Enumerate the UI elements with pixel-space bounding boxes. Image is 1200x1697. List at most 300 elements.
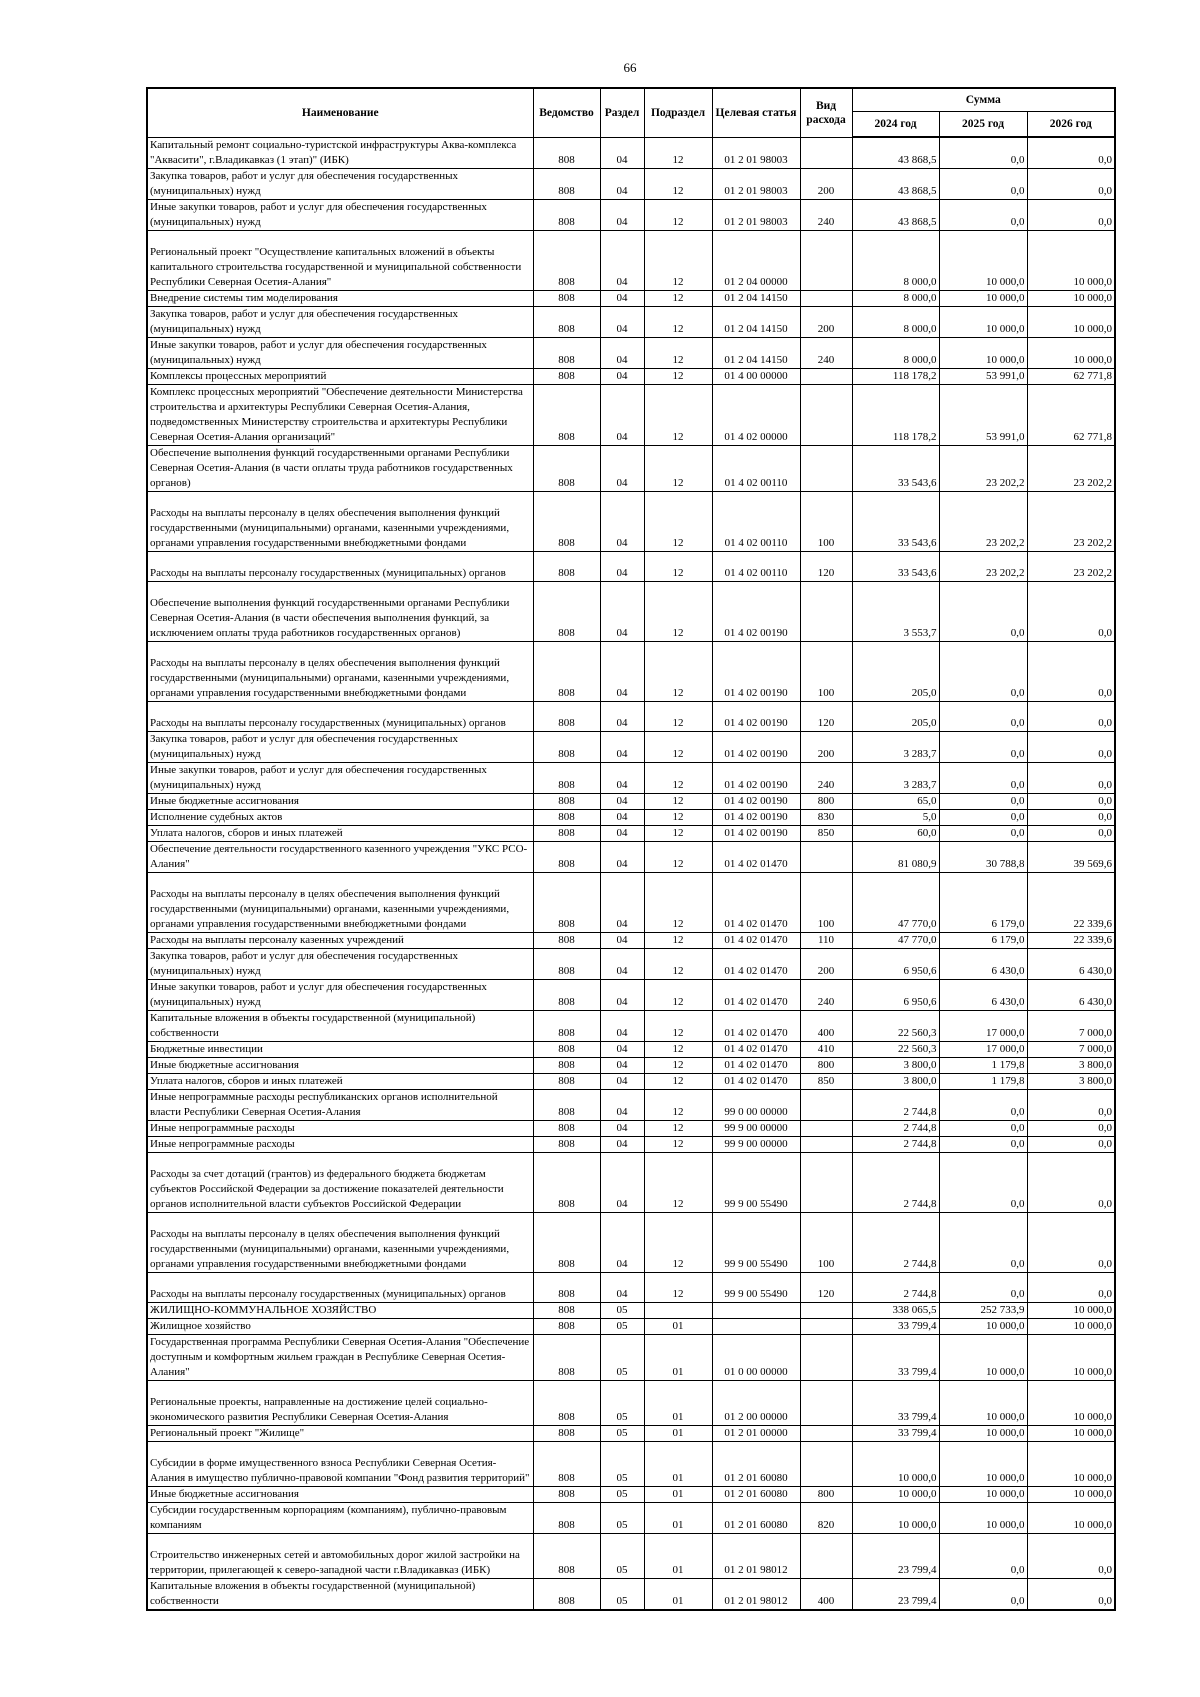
cell-sum-2026: 0,0 [1027,1136,1115,1152]
cell-sum-2026: 62 771,8 [1027,384,1115,445]
cell-section: 04 [600,368,644,384]
cell-section: 05 [600,1486,644,1502]
cell-sum-2024: 81 080,9 [852,841,939,872]
table-row [147,1073,1115,1089]
table-row [147,1152,1115,1212]
cell-section: 04 [600,384,644,445]
cell-sum-2024: 43 868,5 [852,168,939,199]
cell-target-article: 01 2 04 00000 [712,230,800,290]
cell-sum-2026: 10 000,0 [1027,1318,1115,1334]
cell-sum-2024: 10 000,0 [852,1441,939,1486]
cell-sum-2024: 43 868,5 [852,137,939,168]
cell-expense-type [800,384,852,445]
cell-name: Капитальные вложения в объекты государственной (муниципальной) собственности [147,1010,533,1041]
table-row [147,337,1115,368]
table-row [147,872,1115,932]
cell-expense-type [800,841,852,872]
cell-department: 808 [533,1486,600,1502]
cell-sum-2026: 10 000,0 [1027,337,1115,368]
cell-sum-2025: 0,0 [939,809,1027,825]
table-row [147,1318,1115,1334]
cell-subsection: 12 [644,337,712,368]
cell-sum-2024: 5,0 [852,809,939,825]
table-row [147,1057,1115,1073]
cell-sum-2026: 22 339,6 [1027,872,1115,932]
table-row [147,1502,1115,1533]
cell-department: 808 [533,445,600,491]
cell-department: 808 [533,168,600,199]
cell-sum-2026: 0,0 [1027,199,1115,230]
table-row [147,1441,1115,1486]
cell-sum-2026: 0,0 [1027,809,1115,825]
cell-sum-2025: 6 179,0 [939,872,1027,932]
cell-subsection: 12 [644,306,712,337]
cell-subsection: 12 [644,491,712,551]
cell-name: Расходы на выплаты персоналу государственных (муниципальных) органов [147,551,533,581]
cell-sum-2026: 62 771,8 [1027,368,1115,384]
table-row [147,1425,1115,1441]
cell-target-article: 01 2 04 14150 [712,290,800,306]
cell-sum-2026: 0,0 [1027,581,1115,641]
cell-target-article: 01 4 02 01470 [712,979,800,1010]
cell-sum-2025: 1 179,8 [939,1073,1027,1089]
cell-target-article: 01 4 02 01470 [712,1010,800,1041]
cell-section: 04 [600,551,644,581]
cell-section: 05 [600,1302,644,1318]
table-row [147,1136,1115,1152]
cell-expense-type: 200 [800,731,852,762]
cell-department: 808 [533,551,600,581]
header-subsection: Подраздел [644,88,712,137]
cell-name: Расходы за счет дотаций (грантов) из федерального бюджета бюджетам субъектов Российской Федерации за достижение показателей деятельности органов исполнительной власти субъектов Российской Федерации [147,1152,533,1212]
cell-expense-type [800,581,852,641]
cell-sum-2024: 338 065,5 [852,1302,939,1318]
header-year-2025: 2025 год [939,112,1027,138]
cell-section: 04 [600,731,644,762]
cell-target-article: 01 4 02 00000 [712,384,800,445]
cell-sum-2025: 252 733,9 [939,1302,1027,1318]
cell-sum-2026: 0,0 [1027,137,1115,168]
cell-sum-2026: 0,0 [1027,168,1115,199]
cell-target-article: 01 4 02 01470 [712,1057,800,1073]
cell-sum-2024: 10 000,0 [852,1486,939,1502]
cell-name: Региональный проект "Жилище" [147,1425,533,1441]
cell-subsection: 12 [644,825,712,841]
cell-sum-2024: 3 283,7 [852,731,939,762]
cell-department: 808 [533,1318,600,1334]
cell-sum-2025: 10 000,0 [939,337,1027,368]
cell-target-article: 01 4 02 00190 [712,825,800,841]
cell-department: 808 [533,1302,600,1318]
cell-subsection: 12 [644,809,712,825]
cell-name: Иные бюджетные ассигнования [147,793,533,809]
cell-target-article: 01 4 02 00190 [712,809,800,825]
cell-section: 05 [600,1425,644,1441]
cell-sum-2025: 6 179,0 [939,932,1027,948]
cell-section: 04 [600,872,644,932]
cell-target-article: 01 2 01 98012 [712,1578,800,1610]
cell-section: 04 [600,1152,644,1212]
table-row [147,641,1115,701]
cell-sum-2026: 23 202,2 [1027,551,1115,581]
cell-sum-2024: 2 744,8 [852,1136,939,1152]
table-row [147,1334,1115,1380]
cell-section: 05 [600,1533,644,1578]
cell-department: 808 [533,1010,600,1041]
cell-expense-type [800,1302,852,1318]
cell-name: Субсидии в форме имущественного взноса Республики Северная Осетия-Алания в имущество публично-правовой компании "Фонд развития территорий" [147,1441,533,1486]
table-row [147,1302,1115,1318]
cell-sum-2025: 0,0 [939,137,1027,168]
cell-sum-2025: 1 179,8 [939,1057,1027,1073]
cell-subsection: 12 [644,1212,712,1272]
cell-expense-type: 850 [800,1073,852,1089]
cell-target-article: 01 2 04 14150 [712,337,800,368]
cell-target-article [712,1318,800,1334]
cell-section: 05 [600,1502,644,1533]
cell-expense-type: 240 [800,762,852,793]
cell-name: Обеспечение выполнения функций государственными органами Республики Северная Осетия-Алания (в части оплаты труда работников государственных органов) [147,445,533,491]
header-sum: Сумма [852,88,1115,112]
cell-sum-2026: 0,0 [1027,1272,1115,1302]
cell-subsection: 12 [644,230,712,290]
cell-sum-2024: 3 283,7 [852,762,939,793]
cell-sum-2026: 7 000,0 [1027,1041,1115,1057]
table-row [147,841,1115,872]
cell-expense-type [800,1380,852,1425]
cell-sum-2026: 23 202,2 [1027,445,1115,491]
cell-expense-type [800,137,852,168]
cell-expense-type: 410 [800,1041,852,1057]
table-row [147,137,1115,168]
cell-sum-2024: 22 560,3 [852,1041,939,1057]
cell-department: 808 [533,979,600,1010]
cell-sum-2026: 10 000,0 [1027,1334,1115,1380]
cell-section: 04 [600,932,644,948]
cell-name: Иные закупки товаров, работ и услуг для обеспечения государственных (муниципальных) нужд [147,337,533,368]
table-row [147,1533,1115,1578]
table-row [147,731,1115,762]
cell-subsection: 12 [644,731,712,762]
cell-section: 04 [600,809,644,825]
cell-sum-2025: 10 000,0 [939,306,1027,337]
cell-section: 04 [600,1120,644,1136]
cell-expense-type: 400 [800,1010,852,1041]
cell-target-article: 99 9 00 55490 [712,1152,800,1212]
table-row [147,948,1115,979]
cell-department: 808 [533,809,600,825]
cell-target-article: 01 4 02 01470 [712,872,800,932]
cell-department: 808 [533,199,600,230]
cell-subsection: 12 [644,445,712,491]
cell-subsection: 12 [644,1010,712,1041]
cell-subsection: 01 [644,1425,712,1441]
cell-sum-2025: 6 430,0 [939,979,1027,1010]
cell-expense-type [800,1152,852,1212]
cell-sum-2025: 0,0 [939,731,1027,762]
cell-subsection: 12 [644,948,712,979]
cell-sum-2025: 0,0 [939,168,1027,199]
cell-sum-2025: 17 000,0 [939,1041,1027,1057]
cell-subsection: 12 [644,1152,712,1212]
cell-name: Иные закупки товаров, работ и услуг для обеспечения государственных (муниципальных) нужд [147,762,533,793]
cell-sum-2025: 30 788,8 [939,841,1027,872]
cell-sum-2024: 47 770,0 [852,932,939,948]
cell-name: Закупка товаров, работ и услуг для обеспечения государственных (муниципальных) нужд [147,306,533,337]
table-row [147,809,1115,825]
table-row [147,1486,1115,1502]
cell-section: 05 [600,1380,644,1425]
cell-department: 808 [533,1380,600,1425]
cell-name: Расходы на выплаты персоналу в целях обеспечения выполнения функций государственными (муниципальными) органами, казенными учреждениями, органами управления государственными внебюджетными фондами [147,872,533,932]
cell-expense-type: 800 [800,793,852,809]
cell-sum-2024: 10 000,0 [852,1502,939,1533]
cell-sum-2024: 205,0 [852,701,939,731]
cell-sum-2024: 23 799,4 [852,1533,939,1578]
table-row [147,1089,1115,1120]
cell-sum-2026: 10 000,0 [1027,306,1115,337]
cell-section: 04 [600,701,644,731]
cell-section: 04 [600,841,644,872]
cell-sum-2025: 0,0 [939,1212,1027,1272]
cell-department: 808 [533,1533,600,1578]
cell-section: 04 [600,445,644,491]
cell-sum-2026: 0,0 [1027,641,1115,701]
cell-section: 04 [600,581,644,641]
cell-department: 808 [533,793,600,809]
cell-sum-2026: 10 000,0 [1027,1486,1115,1502]
cell-name: Обеспечение деятельности государственного казенного учреждения "УКС РСО-Алания" [147,841,533,872]
cell-section: 04 [600,137,644,168]
cell-subsection: 12 [644,841,712,872]
cell-sum-2024: 33 799,4 [852,1380,939,1425]
cell-expense-type: 100 [800,872,852,932]
cell-sum-2026: 0,0 [1027,1533,1115,1578]
cell-sum-2025: 0,0 [939,199,1027,230]
cell-expense-type: 240 [800,199,852,230]
table-row [147,551,1115,581]
table-row [147,1010,1115,1041]
cell-sum-2024: 6 950,6 [852,979,939,1010]
cell-department: 808 [533,290,600,306]
cell-sum-2026: 0,0 [1027,793,1115,809]
cell-subsection: 01 [644,1578,712,1610]
cell-target-article: 01 4 02 00110 [712,491,800,551]
cell-department: 808 [533,841,600,872]
cell-sum-2026: 10 000,0 [1027,1441,1115,1486]
cell-name: Расходы на выплаты персоналу в целях обеспечения выполнения функций государственными (муниципальными) органами, казенными учреждениями, органами управления государственными внебюджетными фондами [147,641,533,701]
cell-sum-2024: 8 000,0 [852,230,939,290]
cell-name: Иные закупки товаров, работ и услуг для обеспечения государственных (муниципальных) нужд [147,979,533,1010]
cell-department: 808 [533,384,600,445]
cell-subsection: 12 [644,137,712,168]
cell-department: 808 [533,701,600,731]
cell-sum-2024: 33 543,6 [852,551,939,581]
cell-sum-2024: 2 744,8 [852,1272,939,1302]
cell-name: Жилищное хозяйство [147,1318,533,1334]
cell-department: 808 [533,1441,600,1486]
table-row [147,199,1115,230]
cell-sum-2026: 10 000,0 [1027,290,1115,306]
cell-sum-2024: 8 000,0 [852,306,939,337]
cell-department: 808 [533,1578,600,1610]
cell-department: 808 [533,1334,600,1380]
cell-expense-type: 100 [800,1212,852,1272]
cell-department: 808 [533,1152,600,1212]
cell-target-article: 01 0 00 00000 [712,1334,800,1380]
cell-section: 04 [600,948,644,979]
cell-expense-type: 240 [800,337,852,368]
cell-subsection: 01 [644,1441,712,1486]
cell-sum-2025: 10 000,0 [939,1334,1027,1380]
cell-sum-2025: 0,0 [939,825,1027,841]
cell-subsection: 12 [644,1136,712,1152]
cell-expense-type: 200 [800,948,852,979]
header-year-2026: 2026 год [1027,112,1115,138]
cell-subsection: 12 [644,368,712,384]
cell-target-article [712,1302,800,1318]
cell-target-article: 01 4 02 01470 [712,841,800,872]
cell-subsection: 12 [644,168,712,199]
cell-section: 04 [600,337,644,368]
cell-name: Исполнение судебных актов [147,809,533,825]
cell-sum-2025: 10 000,0 [939,1486,1027,1502]
cell-name: Строительство инженерных сетей и автомобильных дорог жилой застройки на территории, прилегающей к северо-западной части г.Владикавказ (ИБК) [147,1533,533,1578]
cell-sum-2025: 0,0 [939,1120,1027,1136]
cell-target-article: 01 4 02 01470 [712,948,800,979]
cell-target-article: 01 2 00 00000 [712,1380,800,1425]
cell-name: Капитальный ремонт социально-туристской инфраструктуры Аква-комплекса "Аквасити", г.Владикавказ (1 этап)" (ИБК) [147,137,533,168]
cell-department: 808 [533,762,600,793]
cell-section: 04 [600,1136,644,1152]
cell-sum-2025: 23 202,2 [939,445,1027,491]
cell-expense-type: 120 [800,701,852,731]
header-section: Раздел [600,88,644,137]
cell-section: 04 [600,1057,644,1073]
table-row [147,368,1115,384]
header-expense-type: Вид расхода [800,88,852,137]
cell-name: Иные бюджетные ассигнования [147,1486,533,1502]
cell-sum-2024: 2 744,8 [852,1120,939,1136]
table-row [147,701,1115,731]
cell-sum-2026: 3 800,0 [1027,1073,1115,1089]
cell-section: 05 [600,1578,644,1610]
cell-department: 808 [533,1057,600,1073]
header-target-article: Целевая статья [712,88,800,137]
cell-sum-2026: 3 800,0 [1027,1057,1115,1073]
cell-target-article: 01 4 02 00190 [712,762,800,793]
cell-subsection: 12 [644,932,712,948]
cell-department: 808 [533,932,600,948]
cell-target-article: 01 2 01 98003 [712,137,800,168]
cell-sum-2025: 0,0 [939,641,1027,701]
cell-expense-type [800,368,852,384]
cell-expense-type: 200 [800,306,852,337]
cell-subsection: 12 [644,1272,712,1302]
cell-sum-2025: 10 000,0 [939,1380,1027,1425]
cell-sum-2026: 7 000,0 [1027,1010,1115,1041]
cell-expense-type [800,1425,852,1441]
cell-expense-type [800,1441,852,1486]
cell-name: Закупка товаров, работ и услуг для обеспечения государственных (муниципальных) нужд [147,168,533,199]
cell-expense-type [800,1533,852,1578]
cell-name: Иные непрограммные расходы [147,1120,533,1136]
cell-sum-2026: 0,0 [1027,731,1115,762]
header-year-2024: 2024 год [852,112,939,138]
cell-target-article: 01 2 01 60080 [712,1441,800,1486]
cell-sum-2025: 53 991,0 [939,384,1027,445]
cell-subsection: 01 [644,1380,712,1425]
table-row [147,1380,1115,1425]
cell-name: Бюджетные инвестиции [147,1041,533,1057]
cell-department: 808 [533,337,600,368]
cell-sum-2025: 10 000,0 [939,1318,1027,1334]
cell-sum-2025: 0,0 [939,581,1027,641]
cell-name: Расходы на выплаты персоналу в целях обеспечения выполнения функций государственными (муниципальными) органами, казенными учреждениями, органами управления государственными внебюджетными фондами [147,491,533,551]
cell-name: Расходы на выплаты персоналу в целях обеспечения выполнения функций государственными (муниципальными) органами, казенными учреждениями, органами управления государственными внебюджетными фондами [147,1212,533,1272]
cell-sum-2024: 2 744,8 [852,1089,939,1120]
cell-name: Комплекс процессных мероприятий "Обеспечение деятельности Министерства строительства и архитектуры Республики Северная Осетия-Алания, подведомственных Министерству строительства и архитектуры Республики Северная Осетия-Алания организаций" [147,384,533,445]
cell-expense-type: 240 [800,979,852,1010]
cell-target-article: 99 9 00 55490 [712,1272,800,1302]
cell-section: 04 [600,491,644,551]
cell-sum-2024: 23 799,4 [852,1578,939,1610]
cell-sum-2025: 23 202,2 [939,491,1027,551]
cell-sum-2024: 33 799,4 [852,1425,939,1441]
cell-section: 04 [600,230,644,290]
cell-section: 04 [600,762,644,793]
cell-sum-2026: 10 000,0 [1027,1502,1115,1533]
cell-department: 808 [533,491,600,551]
table-header [147,88,1115,137]
table-row [147,793,1115,809]
cell-sum-2026: 0,0 [1027,1212,1115,1272]
cell-expense-type: 850 [800,825,852,841]
table-row [147,581,1115,641]
cell-name: Расходы на выплаты персоналу государственных (муниципальных) органов [147,701,533,731]
cell-subsection: 12 [644,1041,712,1057]
cell-sum-2026: 10 000,0 [1027,1380,1115,1425]
cell-section: 04 [600,199,644,230]
cell-subsection: 12 [644,290,712,306]
cell-name: Внедрение системы тим моделирования [147,290,533,306]
cell-sum-2024: 2 744,8 [852,1212,939,1272]
cell-target-article: 01 2 01 98003 [712,199,800,230]
cell-subsection: 01 [644,1533,712,1578]
table-row [147,384,1115,445]
cell-subsection: 12 [644,641,712,701]
cell-target-article: 99 9 00 00000 [712,1136,800,1152]
cell-expense-type [800,445,852,491]
cell-name: Закупка товаров, работ и услуг для обеспечения государственных (муниципальных) нужд [147,731,533,762]
cell-department: 808 [533,948,600,979]
cell-expense-type: 400 [800,1578,852,1610]
cell-sum-2025: 10 000,0 [939,1425,1027,1441]
table-row [147,1041,1115,1057]
cell-subsection: 01 [644,1334,712,1380]
cell-department: 808 [533,230,600,290]
cell-target-article: 01 4 02 00190 [712,581,800,641]
cell-target-article: 01 4 00 00000 [712,368,800,384]
cell-subsection: 12 [644,701,712,731]
cell-sum-2024: 22 560,3 [852,1010,939,1041]
cell-sum-2026: 22 339,6 [1027,932,1115,948]
cell-target-article: 01 2 01 98012 [712,1533,800,1578]
cell-name: Капитальные вложения в объекты государственной (муниципальной) собственности [147,1578,533,1610]
cell-target-article: 99 0 00 00000 [712,1089,800,1120]
cell-sum-2025: 0,0 [939,793,1027,809]
cell-expense-type [800,1120,852,1136]
